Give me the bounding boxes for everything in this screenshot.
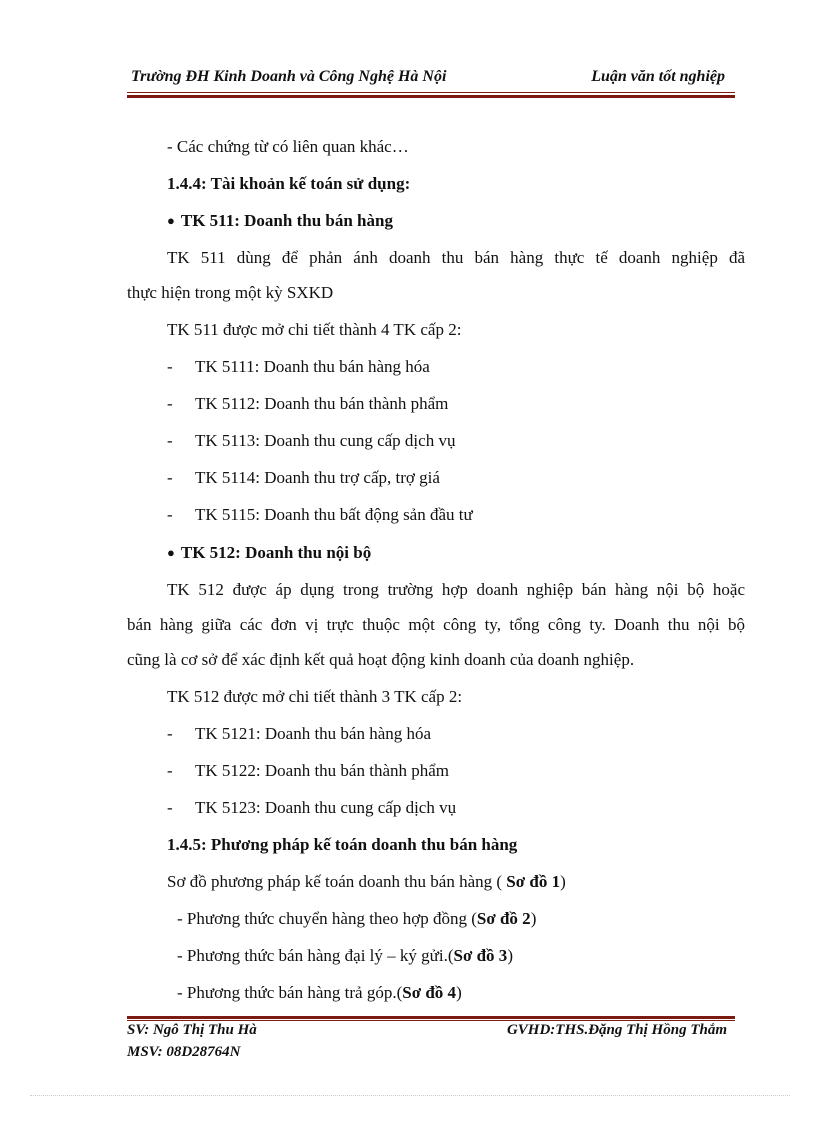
paragraph-related-docs: - Các chứng từ có liên quan khác… — [167, 137, 409, 156]
header-rule-thin — [127, 92, 735, 93]
footer-advisor: GVHD:THS.Đặng Thị Hồng Thắm — [506, 1022, 727, 1038]
paragraph-tk511-desc-1: TK 511 dùng để phản ánh doanh thu bán hàng thực tế doanh nghiệp đã — [167, 248, 745, 267]
header-doc-type: Luận văn tốt nghiệp — [591, 68, 725, 85]
paragraph-tk512-desc-2: bán hàng giữa các đơn vị trực thuộc một công ty, tổng công ty. Doanh thu nội bộ — [127, 615, 745, 634]
paragraph-tk512-desc-3: cũng là cơ sở để xác định kết quả hoạt động kinh doanh của doanh nghiệp. — [127, 650, 635, 669]
heading-tk512: ● TK 512: Doanh thu nội bộ — [167, 543, 372, 562]
paragraph-method-1: - Phương thức chuyển hàng theo hợp đồng (Sơ đồ 2) — [177, 909, 537, 928]
footer-rule-thin — [127, 1020, 735, 1021]
heading-1-4-4: 1.4.4: Tài khoản kế toán sử dụng: — [167, 174, 411, 193]
paragraph-method-2: - Phương thức bán hàng đại lý – ký gửi.(Sơ đồ 3) — [177, 946, 513, 965]
paragraph-tk512-desc-1: TK 512 được áp dụng trong trường hợp doanh nghiệp bán hàng nội bộ hoặc — [167, 580, 745, 599]
paragraph-tk511-desc-2: thực hiện trong một kỳ SXKD — [127, 283, 334, 302]
heading-tk511: ● TK 511: Doanh thu bán hàng — [167, 211, 393, 230]
paragraph-tk511-detail: TK 511 được mở chi tiết thành 4 TK cấp 2: — [167, 320, 462, 339]
page-bottom-divider — [30, 1095, 790, 1096]
header-school: Trường ĐH Kinh Doanh và Công Nghệ Hà Nội — [131, 68, 447, 85]
header-rule-thick — [127, 95, 735, 98]
paragraph-sodo-intro: Sơ đồ phương pháp kế toán doanh thu bán hàng ( Sơ đồ 1) — [167, 872, 566, 891]
bullet-icon: ● — [167, 545, 175, 560]
footer-student: SV: Ngô Thị Thu Hà — [127, 1022, 257, 1038]
footer-rule-thick — [127, 1016, 735, 1019]
paragraph-tk512-detail: TK 512 được mở chi tiết thành 3 TK cấp 2: — [167, 687, 463, 706]
footer-student-id: MSV: 08D28764N — [127, 1044, 241, 1060]
page-header — [127, 66, 735, 90]
heading-1-4-5: 1.4.5: Phương pháp kế toán doanh thu bán hàng — [167, 835, 518, 854]
paragraph-method-3: - Phương thức bán hàng trả góp.(Sơ đồ 4) — [177, 983, 462, 1002]
bullet-icon: ● — [167, 213, 175, 228]
